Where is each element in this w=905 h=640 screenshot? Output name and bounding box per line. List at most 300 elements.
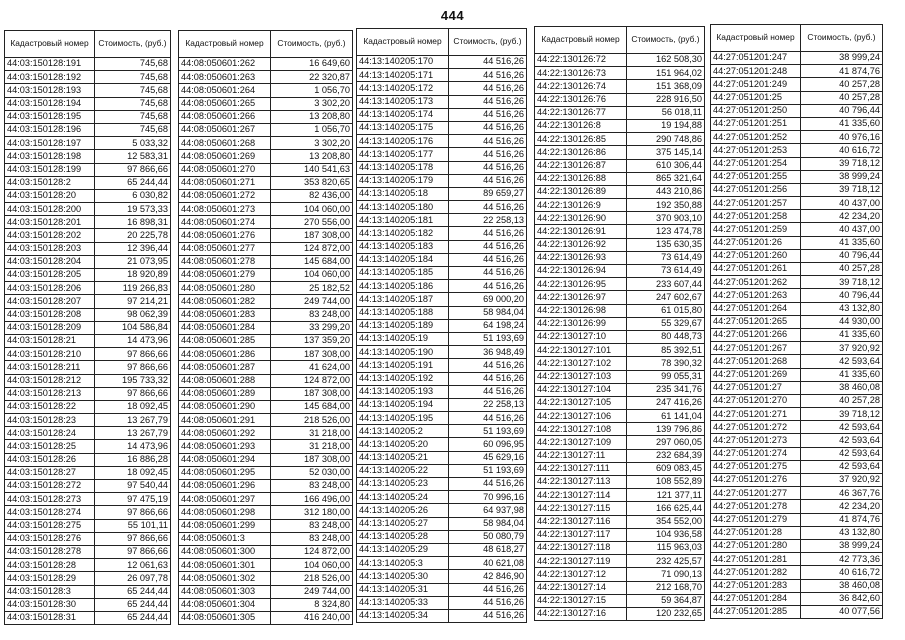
cadastral-number-cell: 44:22:130126:85: [535, 133, 627, 146]
table-row: [357, 95, 527, 108]
table-row: [357, 306, 527, 319]
cadastral-number-cell: 44:27:051201:248: [711, 65, 801, 78]
table-row: [711, 592, 883, 605]
table-row: [711, 144, 883, 157]
cadastral-number-cell: 44:27:051201:276: [711, 474, 801, 487]
table-row: [711, 408, 883, 421]
cadastral-number-cell: 44:22:130127:102: [535, 357, 627, 370]
cadastral-number-cell: 44:27:051201:28: [711, 526, 801, 539]
table-row: [711, 117, 883, 130]
cost-cell: 97 475,19: [95, 493, 171, 506]
table-row: [357, 517, 527, 530]
cadastral-number-cell: 44:27:051201:281: [711, 553, 801, 566]
cost-cell: 609 083,45: [627, 462, 705, 475]
table-row: [711, 381, 883, 394]
cadastral-number-cell: 44:03:150128:208: [5, 308, 95, 321]
cost-cell: 44 516,26: [449, 135, 527, 148]
table-row: [711, 170, 883, 183]
cost-cell: 18 092,45: [95, 466, 171, 479]
cost-cell: 52 030,00: [271, 466, 353, 479]
cadastral-number-cell: 44:08:050601:272: [179, 189, 271, 202]
table-row: [179, 255, 353, 268]
table-row: [5, 453, 171, 466]
table-row: [535, 106, 705, 119]
cost-cell: 44 516,26: [449, 82, 527, 95]
table-row: [179, 295, 353, 308]
table-row: [711, 263, 883, 276]
cadastral-number-cell: 44:13:140205:28: [357, 530, 449, 543]
cost-cell: 44 516,26: [449, 609, 527, 622]
cadastral-table-4: [534, 26, 705, 621]
table-row: [711, 394, 883, 407]
cost-cell: 44 516,26: [449, 280, 527, 293]
cost-cell: 44 516,26: [449, 56, 527, 69]
cadastral-number-cell: 44:08:050601:264: [179, 84, 271, 97]
cadastral-number-cell: 44:08:050601:295: [179, 466, 271, 479]
cost-cell: 37 920,92: [801, 474, 883, 487]
cost-cell: 12 583,31: [95, 150, 171, 163]
cadastral-number-cell: 44:08:050601:267: [179, 123, 271, 136]
header-cadastral-number: Кадастровый номер: [535, 27, 627, 54]
table-row: [711, 421, 883, 434]
table-row: [357, 56, 527, 69]
cost-cell: 97 866,66: [95, 532, 171, 545]
table-row: [357, 214, 527, 227]
cost-cell: 232 684,39: [627, 449, 705, 462]
cadastral-number-cell: 44:08:050601:283: [179, 308, 271, 321]
cadastral-number-cell: 44:27:051201:263: [711, 289, 801, 302]
cost-cell: 139 796,86: [627, 423, 705, 436]
table-row: [5, 480, 171, 493]
table-row: [535, 555, 705, 568]
cadastral-number-cell: 44:22:130126:73: [535, 67, 627, 80]
table-row: [535, 304, 705, 317]
cost-cell: 85 392,51: [627, 344, 705, 357]
cost-cell: 44 516,26: [449, 253, 527, 266]
table-row: [711, 487, 883, 500]
table-row: [535, 291, 705, 304]
cost-cell: 97 866,66: [95, 387, 171, 400]
cost-cell: 8 324,80: [271, 598, 353, 611]
cost-cell: 98 062,39: [95, 308, 171, 321]
cadastral-number-cell: 44:22:130127:106: [535, 410, 627, 423]
cost-cell: 44 516,26: [449, 583, 527, 596]
cost-cell: 42 234,20: [801, 500, 883, 513]
cadastral-number-cell: 44:13:140205:27: [357, 517, 449, 530]
cadastral-number-cell: 44:27:051201:279: [711, 513, 801, 526]
cadastral-number-cell: 44:22:130127:10: [535, 330, 627, 343]
table-row: [179, 519, 353, 532]
table-row: [5, 348, 171, 361]
cost-cell: 46 367,76: [801, 487, 883, 500]
cadastral-number-cell: 44:13:140205:178: [357, 161, 449, 174]
table-row: [179, 58, 353, 71]
cadastral-number-cell: 44:22:130127:114: [535, 489, 627, 502]
table-row: [179, 137, 353, 150]
table-row: [179, 400, 353, 413]
cost-cell: 187 308,00: [271, 348, 353, 361]
cadastral-number-cell: 44:08:050601:3: [179, 532, 271, 545]
table-row: [179, 308, 353, 321]
table-row: [179, 414, 353, 427]
table-row: [711, 434, 883, 447]
cost-cell: 83 248,00: [271, 308, 353, 321]
cadastral-number-cell: 44:27:051201:284: [711, 592, 801, 605]
table-row: [535, 265, 705, 278]
table-row: [357, 187, 527, 200]
cost-cell: 104 586,84: [95, 321, 171, 334]
cost-cell: 41 335,60: [801, 236, 883, 249]
cost-cell: 42 593,64: [801, 460, 883, 473]
table-row: [535, 251, 705, 264]
cadastral-number-cell: 44:08:050601:284: [179, 321, 271, 334]
table-row: [5, 123, 171, 136]
cadastral-number-cell: 44:08:050601:300: [179, 545, 271, 558]
cadastral-number-cell: 44:08:050601:305: [179, 611, 271, 624]
cost-cell: 65 244,44: [95, 598, 171, 611]
cadastral-number-cell: 44:22:130126:99: [535, 317, 627, 330]
cadastral-number-cell: 44:03:150128:197: [5, 137, 95, 150]
table-row: [5, 427, 171, 440]
table-row: [535, 423, 705, 436]
cost-cell: 745,68: [95, 71, 171, 84]
cost-cell: 40 437,00: [801, 197, 883, 210]
cadastral-number-cell: 44:27:051201:249: [711, 78, 801, 91]
cost-cell: 38 460,08: [801, 381, 883, 394]
table-row: [357, 108, 527, 121]
table-row: [179, 97, 353, 110]
table-row: [535, 436, 705, 449]
cost-cell: 83 248,00: [271, 519, 353, 532]
table-row: [5, 572, 171, 585]
table-row: [535, 383, 705, 396]
cadastral-number-cell: 44:22:130126:97: [535, 291, 627, 304]
table-row: [5, 532, 171, 545]
table-row: [711, 526, 883, 539]
cadastral-number-cell: 44:27:051201:255: [711, 170, 801, 183]
table-row: [535, 515, 705, 528]
cost-cell: 26 097,78: [95, 572, 171, 585]
cost-cell: 21 073,95: [95, 255, 171, 268]
cadastral-number-cell: 44:03:150128:3: [5, 585, 95, 598]
cost-cell: 40 616,72: [801, 144, 883, 157]
table-row: [357, 280, 527, 293]
table-row: [5, 58, 171, 71]
cost-cell: 42 773,36: [801, 553, 883, 566]
table-row: [711, 474, 883, 487]
cadastral-number-cell: 44:13:140205:180: [357, 201, 449, 214]
cost-cell: 218 526,00: [271, 572, 353, 585]
cadastral-number-cell: 44:22:130127:119: [535, 555, 627, 568]
cost-cell: 104 060,00: [271, 203, 353, 216]
cost-cell: 375 145,14: [627, 146, 705, 159]
cadastral-number-cell: 44:08:050601:279: [179, 269, 271, 282]
table-row: [179, 203, 353, 216]
cadastral-number-cell: 44:22:130127:113: [535, 476, 627, 489]
cost-cell: 22 320,87: [271, 71, 353, 84]
cost-cell: 22 258,13: [449, 398, 527, 411]
table-row: [535, 225, 705, 238]
cadastral-number-cell: 44:27:051201:260: [711, 249, 801, 262]
cadastral-number-cell: 44:08:050601:274: [179, 216, 271, 229]
cost-cell: 36 842,60: [801, 592, 883, 605]
cost-cell: 1 056,70: [271, 84, 353, 97]
table-row: [357, 464, 527, 477]
cost-cell: 13 208,80: [271, 110, 353, 123]
table-row: [535, 93, 705, 106]
cost-cell: 151 964,02: [627, 67, 705, 80]
cadastral-number-cell: 44:13:140205:186: [357, 280, 449, 293]
table-row: [711, 210, 883, 223]
table-row: [5, 400, 171, 413]
cadastral-number-cell: 44:22:130127:15: [535, 594, 627, 607]
table-row: [535, 67, 705, 80]
cost-cell: 145 684,00: [271, 400, 353, 413]
cost-cell: 31 218,00: [271, 440, 353, 453]
header-cadastral-number: Кадастровый номер: [357, 29, 449, 56]
cost-cell: 97 866,66: [95, 348, 171, 361]
cost-cell: 228 916,50: [627, 93, 705, 106]
cost-cell: 416 240,00: [271, 611, 353, 624]
cost-cell: 97 866,66: [95, 163, 171, 176]
table-row: [179, 466, 353, 479]
table-row: [535, 238, 705, 251]
cost-cell: 41 874,76: [801, 513, 883, 526]
cost-cell: 42 593,64: [801, 421, 883, 434]
cost-cell: 745,68: [95, 110, 171, 123]
table-row: [535, 146, 705, 159]
header-cadastral-number: Кадастровый номер: [179, 31, 271, 58]
table-row: [357, 583, 527, 596]
table-row: [5, 321, 171, 334]
cadastral-number-cell: 44:13:140205:194: [357, 398, 449, 411]
table-row: [179, 150, 353, 163]
table-row: [357, 451, 527, 464]
table-row: [711, 500, 883, 513]
cadastral-number-cell: 44:22:130127:16: [535, 607, 627, 620]
cost-cell: 99 055,31: [627, 370, 705, 383]
table-row: [179, 374, 353, 387]
cadastral-number-cell: 44:03:150128:204: [5, 255, 95, 268]
table-row: [357, 319, 527, 332]
cadastral-number-cell: 44:22:130126:98: [535, 304, 627, 317]
cadastral-number-cell: 44:13:140205:188: [357, 306, 449, 319]
cadastral-number-cell: 44:22:130126:74: [535, 80, 627, 93]
cost-cell: 80 448,73: [627, 330, 705, 343]
cadastral-number-cell: 44:22:130126:8: [535, 119, 627, 132]
cadastral-number-cell: 44:08:050601:280: [179, 282, 271, 295]
table-row: [357, 121, 527, 134]
cost-cell: 25 182,52: [271, 282, 353, 295]
cadastral-number-cell: 44:03:150128:209: [5, 321, 95, 334]
cost-cell: 51 193,69: [449, 425, 527, 438]
cadastral-number-cell: 44:03:150128:192: [5, 71, 95, 84]
cadastral-number-cell: 44:27:051201:264: [711, 302, 801, 315]
cadastral-number-cell: 44:22:130126:87: [535, 159, 627, 172]
cadastral-table-3: [356, 28, 527, 623]
cost-cell: 166 496,00: [271, 493, 353, 506]
cadastral-number-cell: 44:13:140205:29: [357, 543, 449, 556]
cost-cell: 40 077,56: [801, 605, 883, 618]
table-row: [535, 317, 705, 330]
cadastral-number-cell: 44:13:140205:20: [357, 438, 449, 451]
cost-cell: 40 257,28: [801, 394, 883, 407]
cost-cell: 22 258,13: [449, 214, 527, 227]
cost-cell: 44 516,26: [449, 267, 527, 280]
cost-cell: 19 573,33: [95, 203, 171, 216]
table-row: [711, 183, 883, 196]
table-row: [535, 344, 705, 357]
cadastral-number-cell: 44:13:140205:19: [357, 332, 449, 345]
table-row: [179, 545, 353, 558]
table-row: [5, 585, 171, 598]
cost-cell: 14 473,96: [95, 334, 171, 347]
cadastral-number-cell: 44:27:051201:262: [711, 276, 801, 289]
cost-cell: 43 132,80: [801, 526, 883, 539]
cadastral-number-cell: 44:03:150128:206: [5, 282, 95, 295]
cadastral-number-cell: 44:27:051201:257: [711, 197, 801, 210]
cadastral-number-cell: 44:22:130127:117: [535, 528, 627, 541]
header-cost: Стоимость, (руб.): [271, 31, 353, 58]
cost-cell: 41 335,60: [801, 368, 883, 381]
cadastral-number-cell: 44:13:140205:3: [357, 557, 449, 570]
table-row: [179, 176, 353, 189]
cost-cell: 44 516,26: [449, 201, 527, 214]
cadastral-number-cell: 44:13:140205:33: [357, 596, 449, 609]
table-row: [179, 506, 353, 519]
table-row: [711, 513, 883, 526]
cost-cell: 40 257,28: [801, 263, 883, 276]
cadastral-number-cell: 44:27:051201:271: [711, 408, 801, 421]
cadastral-number-cell: 44:08:050601:262: [179, 58, 271, 71]
table-row: [5, 374, 171, 387]
cadastral-number-cell: 44:13:140205:34: [357, 609, 449, 622]
cadastral-number-cell: 44:08:050601:299: [179, 519, 271, 532]
table-row: [5, 611, 171, 624]
cadastral-number-cell: 44:03:150128:276: [5, 532, 95, 545]
cost-cell: 865 321,64: [627, 172, 705, 185]
cadastral-number-cell: 44:22:130126:86: [535, 146, 627, 159]
cadastral-number-cell: 44:03:150128:27: [5, 466, 95, 479]
cadastral-number-cell: 44:13:140205:184: [357, 253, 449, 266]
cost-cell: 70 996,16: [449, 491, 527, 504]
table-row: [179, 427, 353, 440]
cadastral-number-cell: 44:13:140205:173: [357, 95, 449, 108]
cadastral-number-cell: 44:22:130127:14: [535, 581, 627, 594]
table-row: [535, 330, 705, 343]
table-row: [179, 611, 353, 624]
table-row: [357, 596, 527, 609]
cadastral-number-cell: 44:08:050601:266: [179, 110, 271, 123]
cost-cell: 5 033,32: [95, 137, 171, 150]
table-row: [357, 530, 527, 543]
cadastral-number-cell: 44:22:130127:109: [535, 436, 627, 449]
cost-cell: 40 796,44: [801, 249, 883, 262]
cadastral-number-cell: 44:08:050601:289: [179, 387, 271, 400]
table-row: [711, 315, 883, 328]
table-row: [711, 460, 883, 473]
cadastral-number-cell: 44:22:130126:91: [535, 225, 627, 238]
table-row: [711, 276, 883, 289]
header-cost: Стоимость, (руб.): [627, 27, 705, 54]
cost-cell: 18 920,89: [95, 269, 171, 282]
cadastral-number-cell: 44:13:140205:185: [357, 267, 449, 280]
table-row: [357, 425, 527, 438]
header-cadastral-number: Кадастровый номер: [711, 25, 801, 52]
cost-cell: 97 214,21: [95, 295, 171, 308]
cost-cell: 97 866,66: [95, 361, 171, 374]
table-row: [5, 440, 171, 453]
table-row: [5, 255, 171, 268]
cost-cell: 119 266,83: [95, 282, 171, 295]
cadastral-number-cell: 44:03:150128:22: [5, 400, 95, 413]
table-row: [179, 453, 353, 466]
cost-cell: 44 516,26: [449, 240, 527, 253]
cadastral-number-cell: 44:22:130127:111: [535, 462, 627, 475]
table-row: [711, 249, 883, 262]
table-row: [5, 559, 171, 572]
cost-cell: 48 618,27: [449, 543, 527, 556]
cost-cell: 55 329,67: [627, 317, 705, 330]
cost-cell: 104 060,00: [271, 269, 353, 282]
cost-cell: 39 718,12: [801, 157, 883, 170]
cadastral-table-2: [178, 30, 353, 625]
cost-cell: 13 208,80: [271, 150, 353, 163]
cost-cell: 166 625,44: [627, 502, 705, 515]
table-row: [357, 478, 527, 491]
table-row: [5, 269, 171, 282]
cost-cell: 40 621,08: [449, 557, 527, 570]
cost-cell: 13 267,79: [95, 427, 171, 440]
cost-cell: 42 234,20: [801, 210, 883, 223]
cost-cell: 745,68: [95, 97, 171, 110]
cadastral-number-cell: 44:08:050601:263: [179, 71, 271, 84]
table-row: [535, 119, 705, 132]
cost-cell: 135 630,35: [627, 238, 705, 251]
cadastral-number-cell: 44:27:051201:275: [711, 460, 801, 473]
table-row: [357, 491, 527, 504]
cost-cell: 151 368,09: [627, 80, 705, 93]
table-row: [5, 506, 171, 519]
table-row: [357, 359, 527, 372]
cadastral-number-cell: 44:03:150128:201: [5, 216, 95, 229]
table-row: [357, 293, 527, 306]
cadastral-number-cell: 44:27:051201:269: [711, 368, 801, 381]
table-row: [535, 54, 705, 67]
cadastral-number-cell: 44:08:050601:291: [179, 414, 271, 427]
cadastral-number-cell: 44:08:050601:292: [179, 427, 271, 440]
cost-cell: 16 649,60: [271, 58, 353, 71]
cost-cell: 59 364,87: [627, 594, 705, 607]
table-row: [179, 598, 353, 611]
cost-cell: 44 930,00: [801, 315, 883, 328]
table-row: [535, 212, 705, 225]
cadastral-number-cell: 44:13:140205:172: [357, 82, 449, 95]
cost-cell: 115 963,03: [627, 541, 705, 554]
cost-cell: 297 060,05: [627, 436, 705, 449]
cadastral-number-cell: 44:27:051201:270: [711, 394, 801, 407]
cost-cell: 745,68: [95, 58, 171, 71]
cadastral-number-cell: 44:03:150128:28: [5, 559, 95, 572]
cadastral-number-cell: 44:08:050601:287: [179, 361, 271, 374]
table-row: [5, 176, 171, 189]
cadastral-number-cell: 44:03:150128:202: [5, 229, 95, 242]
table-row: [179, 242, 353, 255]
table-row: [5, 598, 171, 611]
cost-cell: 83 248,00: [271, 480, 353, 493]
cadastral-number-cell: 44:13:140205:18: [357, 187, 449, 200]
cadastral-number-cell: 44:13:140205:189: [357, 319, 449, 332]
